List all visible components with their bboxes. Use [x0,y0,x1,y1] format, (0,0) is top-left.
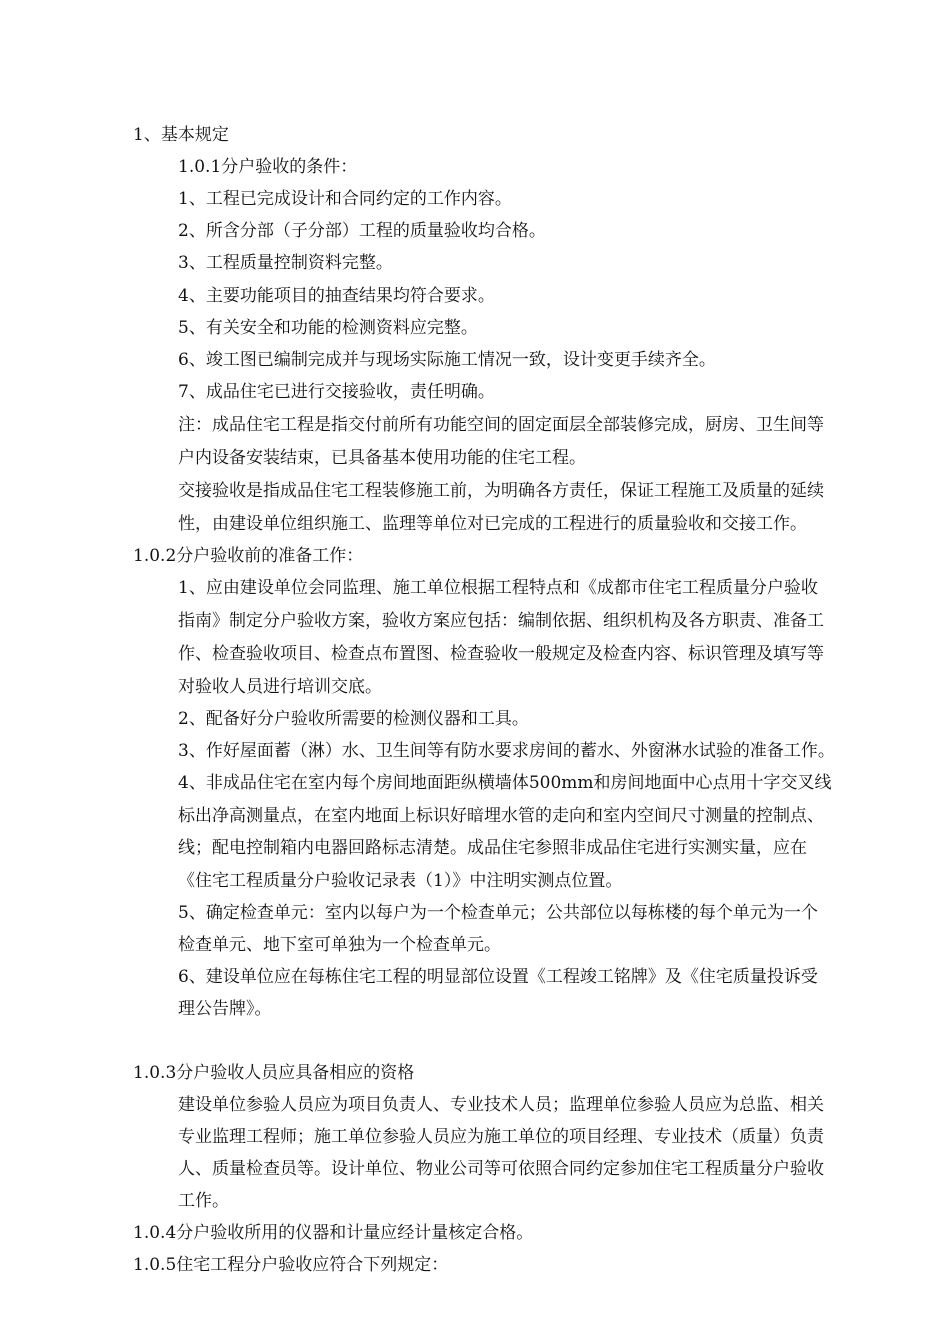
text-line: 7、成品住宅已进行交接验收，责任明确。 [178,382,495,402]
text-line: 4、非成品住宅在室内每个房间地面距纵横墙体500mm和房间地面中心点用十字交叉线 [178,773,832,793]
text-line: 专业监理工程师；施工单位参验人员应为施工单位的项目经理、专业技术（质量）负责 [178,1127,824,1147]
text-line: 2、配备好分户验收所需要的检测仪器和工具。 [178,709,529,729]
clause-heading: 1.0.5住宅工程分户验收应符合下列规定： [133,1255,449,1275]
text-line: 指南》制定分户验收方案，验收方案应包括：编制依据、组织机构及各方职责、准备工 [178,611,824,631]
text-line: 3、作好屋面蓄（淋）水、卫生间等有防水要求房间的蓄水、外窗淋水试验的准备工作。 [178,741,835,761]
text-line: 5、确定检查单元：室内以每户为一个检查单元；公共部位以每栋楼的每个单元为一个 [178,903,818,923]
text-line: 工作。 [178,1191,229,1211]
text-line: 性，由建设单位组织施工、监理等单位对已完成的工程进行的质量验收和交接工作。 [178,514,807,534]
text-line: 理公告牌》。 [178,999,272,1019]
text-line: 线；配电控制箱内电器回路标志清楚。成品住宅参照非成品住宅进行实测实量，应在 [178,838,807,858]
text-line: 5、有关安全和功能的检测资料应完整。 [178,318,478,338]
text-line: 《住宅工程质量分户验收记录表（1）》中注明实测点位置。 [178,871,623,891]
text-line: 作、检查验收项目、检查点布置图、检查验收一般规定及检查内容、标识管理及填写等 [178,644,824,664]
text-line: 1、应由建设单位会同监理、施工单位根据工程特点和《成都市住宅工程质量分户验收 [178,578,818,598]
text-line: 标出净高测量点，在室内地面上标识好暗埋水管的走向和室内空间尺寸测量的控制点、 [178,806,824,826]
section-heading: 1、基本规定 [133,125,229,145]
clause-heading: 1.0.4分户验收所用的仪器和计量应经计量核定合格。 [133,1223,534,1243]
note-line: 户内设备安装结束，已具备基本使用功能的住宅工程。 [178,448,586,468]
clause-heading: 1.0.1分户验收的条件： [178,157,358,177]
clause-heading: 1.0.2分户验收前的准备工作： [133,546,364,566]
text-line: 3、工程质量控制资料完整。 [178,253,393,273]
text-line: 2、所含分部（子分部）工程的质量验收均合格。 [178,221,546,241]
text-line: 1、工程已完成设计和合同约定的工作内容。 [178,189,512,209]
text-line: 检查单元、地下室可单独为一个检查单元。 [178,935,501,955]
text-line: 人、质量检查员等。设计单位、物业公司等可依照合同约定参加住宅工程质量分户验收 [178,1159,824,1179]
text-line: 6、竣工图已编制完成并与现场实际施工情况一致，设计变更手续齐全。 [178,350,716,370]
note-line: 注：成品住宅工程是指交付前所有功能空间的固定面层全部装修完成，厨房、卫生间等 [178,415,824,435]
clause-heading: 1.0.3分户验收人员应具备相应的资格 [133,1063,415,1083]
text-line: 对验收人员进行培训交底。 [178,677,382,697]
text-line: 6、建设单位应在每栋住宅工程的明显部位设置《工程竣工铭牌》及《住宅质量投诉受 [178,967,818,987]
text-line: 建设单位参验人员应为项目负责人、专业技术人员；监理单位参验人员应为总监、相关 [178,1095,824,1115]
text-line: 4、主要功能项目的抽查结果均符合要求。 [178,286,495,306]
text-line: 交接验收是指成品住宅工程装修施工前，为明确各方责任，保证工程施工及质量的延续 [178,481,824,501]
